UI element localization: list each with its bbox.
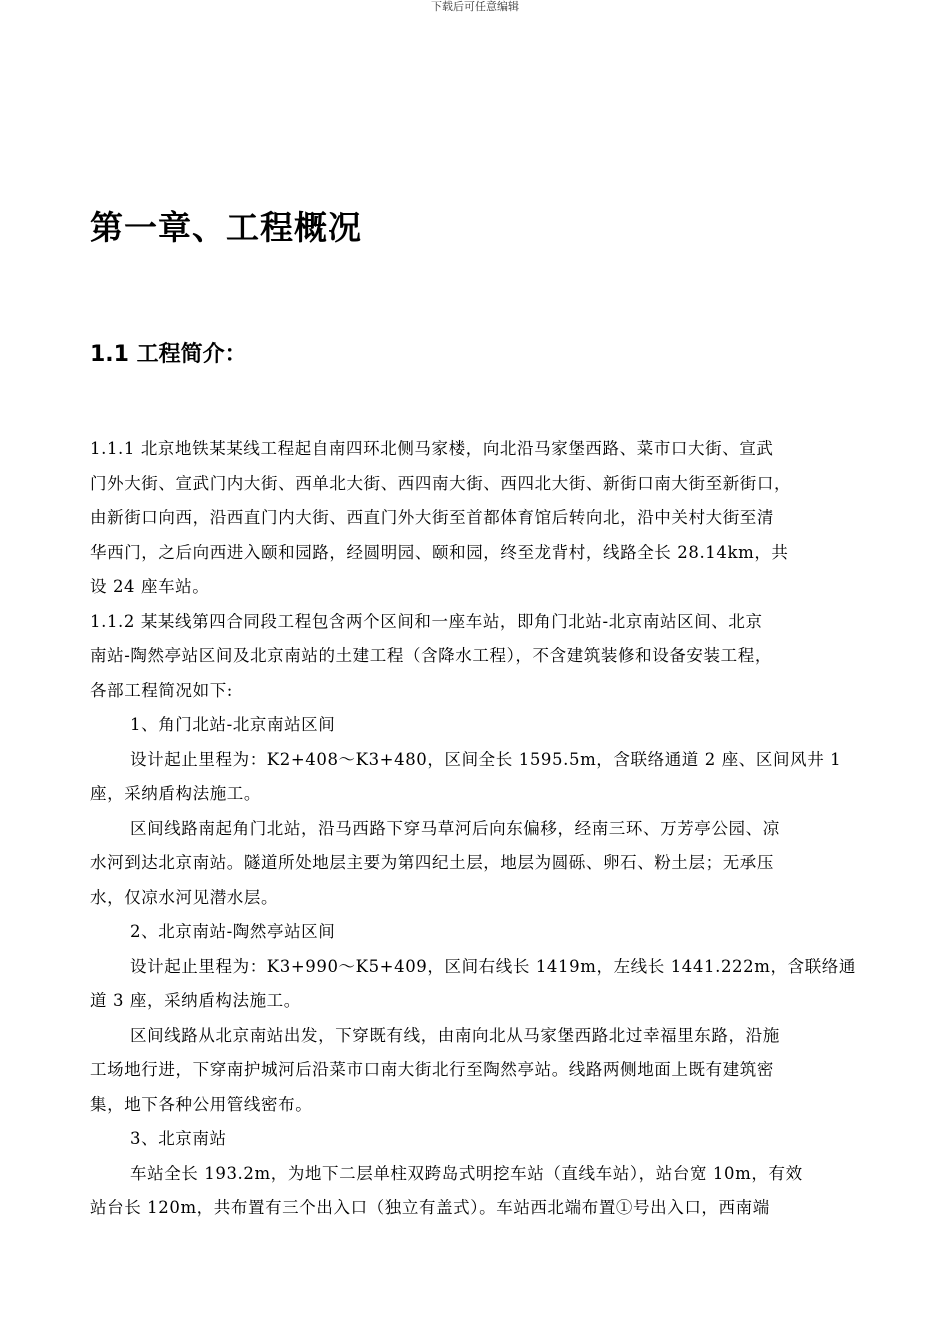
subsection-heading: 1、角门北站-北京南站区间 [130,715,336,734]
paragraph-line: 设计起止里程为：K3+990～K5+409，区间右线长 1419m，左线长 1441.222m，含联络通 [130,956,856,976]
paragraph-line: 水，仅凉水河见潜水层。 [90,887,279,907]
paragraph-line: 集，地下各种公用管线密布。 [90,1094,313,1114]
paragraph-line: 区间线路从北京南站出发，下穿既有线，由南向北从马家堡西路北过幸福里东路，沿施 [130,1025,780,1045]
paragraph-line: 座，采纳盾构法施工。 [90,784,261,803]
chapter-title: 第一章、工程概况 [90,208,362,247]
paragraph-line: 各部工程简况如下: [90,680,233,700]
paragraph-line: 设 24 座车站。 [90,577,210,596]
paragraph-line: 车站全长 193.2m，为地下二层单柱双跨岛式明挖车站（直线车站），站台宽 10m，有效 [130,1163,803,1183]
section-title: 1.1 工程简介： [90,342,247,367]
paragraph-line: 道 3 座，采纳盾构法施工。 [90,991,301,1010]
paragraph-line: 由新街口向西，沿西直门内大街、西直门外大街至首都体育馆后转向北，沿中关村大街至清 [90,508,774,527]
paragraph-line: 门外大街、宣武门内大街、西单北大街、西四南大街、西四北大街、新街口南大街至新街口， [90,473,792,493]
paragraph-line: 水河到达北京南站。隧道所处地层主要为第四纪土层，地层为圆砾、卵石、粉土层；无承压 [90,853,774,872]
paragraph-line: 1.1.1 北京地铁某某线工程起自南四环北侧马家楼，向北沿马家堡西路、菜市口大街、宣武 [90,439,774,458]
page-header-note: 下载后可任意编辑 [431,0,519,13]
paragraph-line: 区间线路南起角门北站，沿马西路下穿马草河后向东偏移，经南三环、万芳亭公园、凉 [130,818,780,838]
body-text [90,432,865,1226]
subsection-heading: 3、北京南站 [130,1129,227,1148]
paragraph-line: 工场地行进，下穿南护城河后沿菜市口南大街北行至陶然亭站。线路两侧地面上既有建筑密 [90,1060,774,1079]
subsection-heading: 2、北京南站-陶然亭站区间 [130,922,336,941]
paragraph-line: 1.1.2 某某线第四合同段工程包含两个区间和一座车站，即角门北站-北京南站区间、北京 [90,611,763,631]
paragraph-line: 南站-陶然亭站区间及北京南站的土建工程（含降水工程），不含建筑装修和设备安装工程， [90,646,772,665]
paragraph-line: 站台长 120m，共布置有三个出入口（独立有盖式）。车站西北端布置①号出入口，西南端 [90,1198,770,1217]
paragraph-line: 华西门，之后向西进入颐和园路，经圆明园、颐和园，终至龙背村，线路全长 28.14km，共 [90,542,789,562]
paragraph-line: 设计起止里程为：K2+408～K3+480，区间全长 1595.5m，含联络通道 2 座、区间风井 1 [130,749,842,769]
